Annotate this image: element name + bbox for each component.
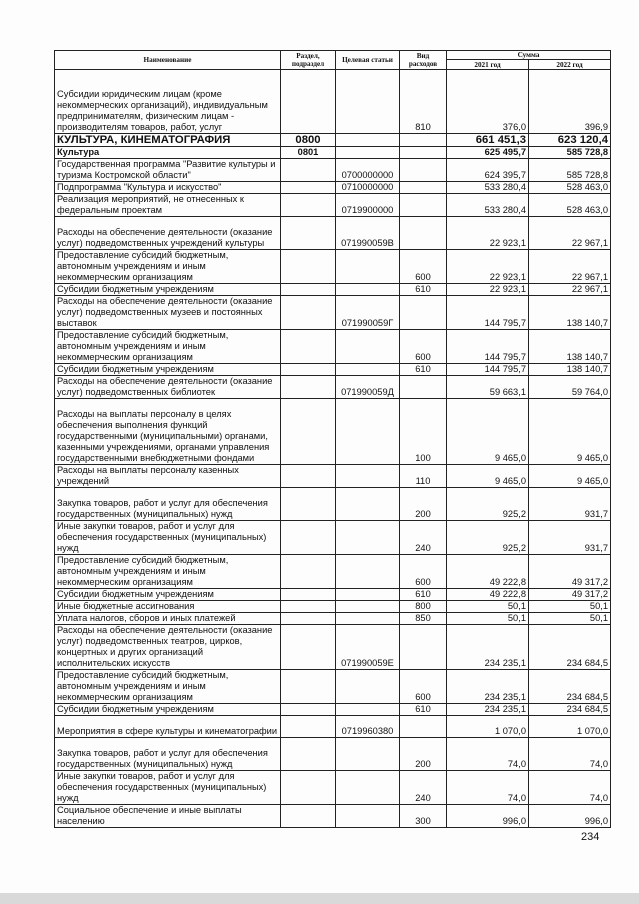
row-2022-cell: 1 070,0 <box>529 716 611 738</box>
budget-table <box>54 50 611 828</box>
row-name-cell: Культура <box>55 147 281 159</box>
row-2021-cell: 9 465,0 <box>447 465 529 488</box>
row-target-cell <box>336 134 400 147</box>
row-section-cell <box>281 70 336 134</box>
row-2021-cell: 533 280,4 <box>447 194 529 217</box>
row-type-cell: 810 <box>400 70 447 134</box>
row-section-cell <box>281 330 336 364</box>
row-2022-cell: 74,0 <box>529 738 611 771</box>
row-2021-cell: 144 795,7 <box>447 296 529 330</box>
col-header-section: Раздел, подраздел <box>281 51 336 70</box>
table-row <box>55 134 611 147</box>
row-section-cell <box>281 771 336 805</box>
col-header-type: Вид расходов <box>400 51 447 70</box>
row-section-cell <box>281 284 336 296</box>
row-name-cell: Иные закупки товаров, работ и услуг для обеспечения государственных (муниципальных) нужд <box>55 771 281 805</box>
table-row <box>55 670 611 704</box>
row-target-cell <box>336 521 400 555</box>
row-2021-cell: 59 663,1 <box>447 376 529 399</box>
row-2021-cell: 925,2 <box>447 521 529 555</box>
row-name-cell: Расходы на обеспечение деятельности (оказание услуг) подведомственных библиотек <box>55 376 281 399</box>
table-row <box>55 159 611 182</box>
row-type-cell <box>400 716 447 738</box>
row-target-cell <box>336 601 400 613</box>
col-header-name: Наименование <box>55 51 281 70</box>
row-2021-cell: 661 451,3 <box>447 134 529 147</box>
row-name-cell: Подпрограмма "Культура и искусство" <box>55 182 281 194</box>
row-type-cell: 100 <box>400 399 447 465</box>
row-name-cell: Государственная программа "Развитие культуры и туризма Костромской области" <box>55 159 281 182</box>
row-section-cell <box>281 376 336 399</box>
row-2022-cell: 623 120,4 <box>529 134 611 147</box>
row-name-cell: Расходы на выплаты персоналу в целях обеспечения выполнения функций государственными (муниципальными) органами, казенными учреждениями, органами управления государственными внебюджетными фондами <box>55 399 281 465</box>
row-section-cell <box>281 159 336 182</box>
row-section-cell <box>281 296 336 330</box>
row-2022-cell: 22 967,1 <box>529 217 611 250</box>
row-2021-cell: 624 395,7 <box>447 159 529 182</box>
table-row <box>55 521 611 555</box>
row-section-cell <box>281 589 336 601</box>
row-2022-cell: 9 465,0 <box>529 399 611 465</box>
row-2022-cell: 528 463,0 <box>529 194 611 217</box>
row-type-cell: 600 <box>400 670 447 704</box>
row-name-cell: Субсидии бюджетным учреждениям <box>55 589 281 601</box>
row-2021-cell: 74,0 <box>447 771 529 805</box>
row-2021-cell: 9 465,0 <box>447 399 529 465</box>
row-2021-cell: 533 280,4 <box>447 182 529 194</box>
table-row <box>55 399 611 465</box>
row-target-cell <box>336 70 400 134</box>
row-name-cell: Уплата налогов, сборов и иных платежей <box>55 613 281 625</box>
row-name-cell: Субсидии бюджетным учреждениям <box>55 284 281 296</box>
table-row <box>55 70 611 134</box>
row-type-cell: 610 <box>400 364 447 376</box>
row-target-cell: 0710000000 <box>336 182 400 194</box>
row-type-cell: 200 <box>400 738 447 771</box>
row-section-cell <box>281 555 336 589</box>
row-target-cell: 071990059Д <box>336 376 400 399</box>
row-target-cell <box>336 250 400 284</box>
row-2022-cell: 234 684,5 <box>529 670 611 704</box>
row-name-cell: Закупка товаров, работ и услуг для обеспечения государственных (муниципальных) нужд <box>55 488 281 521</box>
table-row <box>55 296 611 330</box>
row-section-cell <box>281 488 336 521</box>
row-section-cell <box>281 194 336 217</box>
row-section-cell <box>281 250 336 284</box>
table-row <box>55 601 611 613</box>
row-target-cell: 071990059Е <box>336 625 400 670</box>
row-section-cell <box>281 465 336 488</box>
row-type-cell <box>400 134 447 147</box>
row-name-cell: Предоставление субсидий бюджетным, автономным учреждениям и иным некоммерческим организациям <box>55 670 281 704</box>
row-2021-cell: 376,0 <box>447 70 529 134</box>
row-type-cell: 240 <box>400 771 447 805</box>
row-2022-cell: 931,7 <box>529 488 611 521</box>
table-row <box>55 194 611 217</box>
table-row <box>55 182 611 194</box>
table-row <box>55 771 611 805</box>
row-2022-cell: 49 317,2 <box>529 589 611 601</box>
row-type-cell: 610 <box>400 284 447 296</box>
table-row <box>55 217 611 250</box>
row-2022-cell: 74,0 <box>529 771 611 805</box>
row-target-cell <box>336 589 400 601</box>
row-name-cell: КУЛЬТУРА, КИНЕМАТОГРАФИЯ <box>55 134 281 147</box>
row-name-cell: Реализация мероприятий, не отнесенных к федеральным проектам <box>55 194 281 217</box>
row-name-cell: Социальное обеспечение и иные выплаты населению <box>55 805 281 828</box>
table-body <box>55 70 611 828</box>
table-row <box>55 488 611 521</box>
row-name-cell: Субсидии бюджетным учреждениям <box>55 364 281 376</box>
row-2021-cell: 925,2 <box>447 488 529 521</box>
row-2022-cell: 138 140,7 <box>529 330 611 364</box>
row-type-cell <box>400 217 447 250</box>
row-section-cell <box>281 704 336 716</box>
row-name-cell: Закупка товаров, работ и услуг для обеспечения государственных (муниципальных) нужд <box>55 738 281 771</box>
row-2022-cell: 49 317,2 <box>529 555 611 589</box>
row-section-cell <box>281 182 336 194</box>
row-target-cell <box>336 704 400 716</box>
row-2021-cell: 996,0 <box>447 805 529 828</box>
row-2021-cell: 50,1 <box>447 613 529 625</box>
row-type-cell <box>400 296 447 330</box>
table-row <box>55 613 611 625</box>
row-name-cell: Субсидии бюджетным учреждениям <box>55 704 281 716</box>
row-section-cell <box>281 613 336 625</box>
row-2022-cell: 50,1 <box>529 601 611 613</box>
row-2022-cell: 138 140,7 <box>529 364 611 376</box>
row-target-cell <box>336 284 400 296</box>
row-name-cell: Расходы на обеспечение деятельности (оказание услуг) подведомственных музеев и постоянных выставок <box>55 296 281 330</box>
row-2021-cell: 49 222,8 <box>447 589 529 601</box>
row-section-cell <box>281 625 336 670</box>
row-2021-cell: 22 923,1 <box>447 250 529 284</box>
row-type-cell <box>400 625 447 670</box>
row-section-cell <box>281 601 336 613</box>
row-2021-cell: 49 222,8 <box>447 555 529 589</box>
row-type-cell: 610 <box>400 704 447 716</box>
scan-edge <box>0 893 639 904</box>
table-row <box>55 589 611 601</box>
row-target-cell <box>336 465 400 488</box>
row-2022-cell: 996,0 <box>529 805 611 828</box>
row-2022-cell: 59 764,0 <box>529 376 611 399</box>
table-row <box>55 330 611 364</box>
table-row <box>55 147 611 159</box>
row-section-cell <box>281 738 336 771</box>
row-name-cell: Расходы на обеспечение деятельности (оказание услуг) подведомственных театров, цирков, концертных и других организаций исполнительских искусств <box>55 625 281 670</box>
row-type-cell: 110 <box>400 465 447 488</box>
row-2021-cell: 144 795,7 <box>447 330 529 364</box>
row-target-cell: 0719960380 <box>336 716 400 738</box>
row-section-cell <box>281 716 336 738</box>
row-target-cell <box>336 364 400 376</box>
row-target-cell <box>336 771 400 805</box>
row-type-cell <box>400 376 447 399</box>
row-section-cell <box>281 217 336 250</box>
row-target-cell <box>336 555 400 589</box>
row-type-cell <box>400 182 447 194</box>
table-row <box>55 364 611 376</box>
row-2021-cell: 625 495,7 <box>447 147 529 159</box>
table-row <box>55 376 611 399</box>
row-2022-cell: 138 140,7 <box>529 296 611 330</box>
row-type-cell: 600 <box>400 330 447 364</box>
row-target-cell <box>336 330 400 364</box>
row-name-cell: Предоставление субсидий бюджетным, автономным учреждениям и иным некоммерческим организациям <box>55 330 281 364</box>
row-2021-cell: 22 923,1 <box>447 284 529 296</box>
row-2021-cell: 1 070,0 <box>447 716 529 738</box>
row-type-cell: 800 <box>400 601 447 613</box>
row-2021-cell: 234 235,1 <box>447 625 529 670</box>
row-type-cell: 610 <box>400 589 447 601</box>
table-row <box>55 555 611 589</box>
row-name-cell: Мероприятия в сфере культуры и кинематографии <box>55 716 281 738</box>
row-target-cell <box>336 399 400 465</box>
col-header-2022: 2022 год <box>529 60 611 70</box>
row-target-cell: 0700000000 <box>336 159 400 182</box>
row-section-cell <box>281 670 336 704</box>
row-2021-cell: 234 235,1 <box>447 670 529 704</box>
header-row <box>55 51 611 60</box>
row-2022-cell: 585 728,8 <box>529 159 611 182</box>
row-2022-cell: 528 463,0 <box>529 182 611 194</box>
table-row <box>55 284 611 296</box>
row-2021-cell: 22 923,1 <box>447 217 529 250</box>
row-2022-cell: 50,1 <box>529 613 611 625</box>
row-name-cell: Предоставление субсидий бюджетным, автономным учреждениям и иным некоммерческим организациям <box>55 555 281 589</box>
row-2022-cell: 234 684,5 <box>529 625 611 670</box>
row-2021-cell: 144 795,7 <box>447 364 529 376</box>
row-name-cell: Расходы на обеспечение деятельности (оказание услуг) подведомственных учреждений культуры <box>55 217 281 250</box>
row-type-cell <box>400 159 447 182</box>
table-row <box>55 738 611 771</box>
row-section-cell: 0801 <box>281 147 336 159</box>
row-2021-cell: 234 235,1 <box>447 704 529 716</box>
row-2022-cell: 234 684,5 <box>529 704 611 716</box>
row-type-cell: 240 <box>400 521 447 555</box>
row-name-cell: Расходы на выплаты персоналу казенных учреждений <box>55 465 281 488</box>
col-header-target: Целевая статьи <box>336 51 400 70</box>
table-row <box>55 625 611 670</box>
row-name-cell: Предоставление субсидий бюджетным, автономным учреждениям и иным некоммерческим организациям <box>55 250 281 284</box>
row-section-cell <box>281 364 336 376</box>
row-type-cell: 600 <box>400 250 447 284</box>
row-2021-cell: 74,0 <box>447 738 529 771</box>
row-type-cell: 850 <box>400 613 447 625</box>
row-2021-cell: 50,1 <box>447 601 529 613</box>
row-section-cell: 0800 <box>281 134 336 147</box>
row-type-cell: 600 <box>400 555 447 589</box>
page-number: 234 <box>581 831 600 843</box>
col-header-sum: Сумма <box>447 51 611 60</box>
row-target-cell <box>336 670 400 704</box>
row-section-cell <box>281 805 336 828</box>
table-row <box>55 704 611 716</box>
row-section-cell <box>281 521 336 555</box>
row-type-cell <box>400 147 447 159</box>
row-target-cell: 071990059Г <box>336 296 400 330</box>
row-name-cell: Субсидии юридическим лицам (кроме некоммерческих организаций), индивидуальным предпринимателям, физическим лицам - производителям товаров, работ, услуг <box>55 70 281 134</box>
table-row <box>55 805 611 828</box>
row-target-cell <box>336 613 400 625</box>
row-2022-cell: 9 465,0 <box>529 465 611 488</box>
col-header-2021: 2021 год <box>447 60 529 70</box>
row-target-cell: 071990059В <box>336 217 400 250</box>
row-2022-cell: 585 728,8 <box>529 147 611 159</box>
row-target-cell <box>336 488 400 521</box>
row-type-cell <box>400 194 447 217</box>
row-type-cell: 300 <box>400 805 447 828</box>
row-type-cell: 200 <box>400 488 447 521</box>
row-target-cell <box>336 147 400 159</box>
row-name-cell: Иные бюджетные ассигнования <box>55 601 281 613</box>
table-row <box>55 716 611 738</box>
row-2022-cell: 22 967,1 <box>529 284 611 296</box>
row-target-cell: 0719900000 <box>336 194 400 217</box>
row-target-cell <box>336 738 400 771</box>
row-name-cell: Иные закупки товаров, работ и услуг для обеспечения государственных (муниципальных) нужд <box>55 521 281 555</box>
table-row <box>55 465 611 488</box>
row-2022-cell: 931,7 <box>529 521 611 555</box>
row-2022-cell: 396,9 <box>529 70 611 134</box>
row-target-cell <box>336 805 400 828</box>
table-row <box>55 250 611 284</box>
row-section-cell <box>281 399 336 465</box>
row-2022-cell: 22 967,1 <box>529 250 611 284</box>
